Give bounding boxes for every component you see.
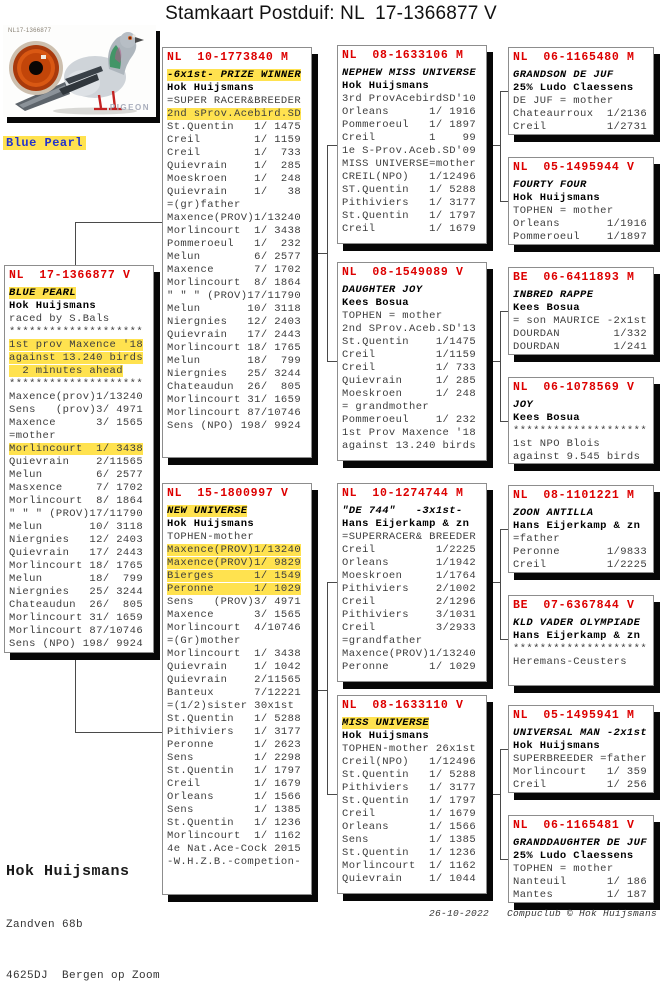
photo-ring-label: NL17-1366877 bbox=[8, 28, 52, 34]
pedigree-line: Morlincourt 8/ 1864 bbox=[9, 495, 144, 507]
pedigree-line: Creil 1/2225 bbox=[513, 559, 648, 571]
pedigree-line: DOURDAN 1/241 bbox=[513, 341, 648, 353]
pedigree-line: Maxence(PROV)1/13240 bbox=[342, 648, 477, 660]
pedigree-connector-line bbox=[500, 311, 508, 312]
pedigree-line: Quievrain 1/ 38 bbox=[167, 186, 302, 198]
pedigree-line: Maxence(PROV)1/13240 bbox=[167, 212, 302, 224]
pedigree-line: 2nd SProv.Aceb.SD'13 bbox=[342, 323, 477, 335]
pedigree-line: 4e Nat.Ace-Cock 2015 bbox=[167, 843, 302, 855]
pedigree-line: MISS UNIVERSE=mother bbox=[342, 158, 477, 170]
pedigree-line: Melun 10/ 3118 bbox=[9, 521, 144, 533]
pedigree-line: DE JUF = mother bbox=[513, 95, 614, 107]
pedigree-line: against 13.240 birds bbox=[9, 352, 144, 364]
pedigree-line: INBRED RAPPE bbox=[513, 289, 594, 301]
pedigree-connector-line bbox=[500, 529, 501, 640]
pedigree-line: = son MAURICE -2x1st bbox=[513, 315, 648, 327]
pedigree-box-g4_4 bbox=[508, 377, 654, 464]
bird-name-label: Blue Pearl bbox=[3, 136, 86, 150]
pedigree-connector-line bbox=[327, 582, 337, 583]
pedigree-line: Niergnies 12/ 2403 bbox=[167, 316, 302, 328]
pedigree-line: Hok Huijsmans bbox=[9, 300, 97, 312]
pedigree-line: GRANDDAUGHTER DE JUF bbox=[513, 837, 648, 849]
pedigree-line: Quievrain 2/11565 bbox=[9, 456, 144, 468]
pedigree-line: Nanteuil 1/ 186 bbox=[513, 876, 648, 888]
pedigree-line: Maxence(PROV)1/13240 bbox=[167, 544, 302, 556]
pedigree-line: =father bbox=[513, 533, 560, 545]
pedigree-line: =SUPER RACER&BREEDER bbox=[167, 95, 302, 107]
pedigree-line: Orleans 1/ 1566 bbox=[167, 791, 302, 803]
pedigree-line: =mother bbox=[9, 430, 56, 442]
pedigree-line: -W.H.Z.B.-competion- bbox=[167, 856, 302, 868]
pedigree-box-g4_5 bbox=[508, 485, 654, 573]
pedigree-line: Chateaudun 26/ 805 bbox=[9, 599, 144, 611]
pedigree-line: Niergnies 25/ 3244 bbox=[9, 586, 144, 598]
pedigree-line: TOPHEN = mother bbox=[342, 310, 443, 322]
pedigree-line: Creil 1/ 256 bbox=[513, 779, 648, 791]
pedigree-line: DAUGHTER JOY bbox=[342, 284, 423, 296]
pedigree-line: Hok Huijsmans bbox=[167, 518, 255, 530]
ring-number: NL 06-1078569 V bbox=[513, 381, 635, 394]
pedigree-connector-line bbox=[500, 749, 501, 860]
pedigree-line: Moeskroen 1/ 248 bbox=[167, 173, 302, 185]
eye-closeup bbox=[9, 41, 63, 95]
pedigree-line: Quievrain 2/11565 bbox=[167, 674, 302, 686]
pedigree-line: NEPHEW MISS UNIVERSE bbox=[342, 67, 477, 79]
owner-address-block bbox=[6, 826, 160, 1002]
pedigree-box-g4_1 bbox=[508, 47, 654, 135]
pedigree-line: 1st Prov Maxence '18 bbox=[342, 427, 477, 439]
pedigree-line: Pithiviers 1/ 3177 bbox=[342, 782, 477, 794]
pedigree-line: Maxence(PROV)1/ 9829 bbox=[167, 557, 302, 569]
pedigree-connector-line bbox=[487, 582, 500, 583]
pedigree-connector-line bbox=[75, 222, 76, 265]
pedigree-line: Peronne 1/ 1029 bbox=[167, 583, 302, 595]
pedigree-connector-line bbox=[327, 794, 337, 795]
pedigree-line: Pithiviers 3/1031 bbox=[342, 609, 477, 621]
pigeon-photo bbox=[3, 25, 156, 117]
pedigree-line: -6x1st- PRIZE WINNER bbox=[167, 69, 302, 81]
pedigree-line: Creil 1/2225 bbox=[342, 544, 477, 556]
ring-number: NL 05-1495941 M bbox=[513, 709, 635, 722]
ring-number: NL 08-1633110 V bbox=[342, 699, 464, 712]
pedigree-line: Chateaudun 26/ 805 bbox=[167, 381, 302, 393]
pedigree-line: Morlincourt 18/ 1765 bbox=[9, 560, 144, 572]
pedigree-line: Melun 18/ 799 bbox=[9, 573, 144, 585]
pedigree-line: Maxence(prov)1/13240 bbox=[9, 391, 144, 403]
pedigree-line: ******************** bbox=[513, 425, 648, 437]
pedigree-line: 1e S-Prov.Aceb.SD'09 bbox=[342, 145, 477, 157]
pedigree-connector-line bbox=[487, 361, 500, 362]
pedigree-line: Pithiviers 1/ 3177 bbox=[167, 726, 302, 738]
pedigree-line: St.Quentin 1/1475 bbox=[342, 336, 477, 348]
pedigree-line: Peronne 1/ 2623 bbox=[167, 739, 302, 751]
pedigree-box-g4_7 bbox=[508, 705, 654, 793]
pedigree-line: ******************** bbox=[513, 643, 648, 655]
pedigree-line: "DE 744" -3x1st- bbox=[342, 505, 463, 517]
pedigree-line: TOPHEN = mother bbox=[513, 863, 614, 875]
pedigree-line: Sens 1/ 1385 bbox=[342, 834, 477, 846]
pedigree-connector-line bbox=[500, 91, 508, 92]
pedigree-line: Melun 6/ 2577 bbox=[9, 469, 144, 481]
pedigree-line: Hans Eijerkamp & zn bbox=[513, 520, 641, 532]
pedigree-line: Pommeroeul 1/ 232 bbox=[167, 238, 302, 250]
pedigree-line: against 9.545 birds bbox=[513, 451, 641, 463]
pedigree-line: Creil 1/2731 bbox=[513, 121, 648, 133]
pedigree-line: Hok Huijsmans bbox=[167, 82, 255, 94]
pedigree-line: Morlincourt 31/ 1659 bbox=[9, 612, 144, 624]
pedigree-line: Morlincourt 31/ 1659 bbox=[167, 394, 302, 406]
pedigree-line: Creil 1/ 1159 bbox=[167, 134, 302, 146]
pedigree-line: St.Quentin 1/ 1797 bbox=[167, 765, 302, 777]
pedigree-line: Hok Huijsmans bbox=[513, 740, 601, 752]
pedigree-line: ZOON ANTILLA bbox=[513, 507, 594, 519]
pedigree-line: Creil 1/ 1679 bbox=[342, 223, 477, 235]
pedigree-connector-line bbox=[500, 529, 508, 530]
owner-city: 4625DJ Bergen op Zoom bbox=[6, 970, 161, 982]
pedigree-connector-line bbox=[327, 145, 337, 146]
pedigree-line: TOPHEN-mother 26x1st bbox=[342, 743, 477, 755]
ring-number: NL 15-1800997 V bbox=[167, 487, 289, 500]
pedigree-line: Quievrain 1/ 1044 bbox=[342, 873, 477, 885]
pedigree-box-father bbox=[162, 47, 312, 458]
pigeon-beak bbox=[135, 37, 144, 43]
pedigree-line: Melun 10/ 3118 bbox=[167, 303, 302, 315]
ring-number: BE 06-6411893 M bbox=[513, 271, 635, 284]
pedigree-line: Morlincourt 1/ 359 bbox=[513, 766, 648, 778]
pedigree-line: Maxence 7/ 1702 bbox=[167, 264, 302, 276]
ring-number: NL 08-1633106 M bbox=[342, 49, 464, 62]
pedigree-line: Creil 1/1159 bbox=[342, 349, 477, 361]
pedigree-line: Chateaurroux 1/2136 bbox=[513, 108, 648, 120]
pedigree-box-g3_3 bbox=[337, 483, 487, 682]
pedigree-line: 2nd sProv.Acebird.SD bbox=[167, 108, 302, 120]
pedigree-line: Quievrain 1/ 285 bbox=[167, 160, 302, 172]
pedigree-line: Quievrain 1/ 1042 bbox=[167, 661, 302, 673]
pedigree-line: Sens (NPO) 198/ 9924 bbox=[9, 638, 144, 650]
pedigree-line: CREIL(NPO) 1/12496 bbox=[342, 171, 477, 183]
ring-number: NL 06-1165481 V bbox=[513, 819, 635, 832]
pedigree-line: Morlincourt 1/ 3438 bbox=[9, 443, 144, 455]
pedigree-connector-line bbox=[75, 732, 162, 733]
pedigree-line: Creil 1/ 1679 bbox=[342, 808, 477, 820]
pedigree-line: Morlincourt 1/ 1162 bbox=[167, 830, 302, 842]
pedigree-line: NEW UNIVERSE bbox=[167, 505, 248, 517]
pedigree-line: Morlincourt 1/ 3438 bbox=[167, 648, 302, 660]
pedigree-line: Creil 1/ 1679 bbox=[167, 778, 302, 790]
pedigree-connector-line bbox=[500, 91, 501, 202]
footer-credit: 26-10-2022 Compuclub © Hok Huijsmans bbox=[428, 908, 657, 919]
pedigree-line: Creil 1 99 bbox=[342, 132, 477, 144]
pedigree-line: ******************** bbox=[9, 326, 144, 338]
pedigree-line: Pommeroeul 1/ 1897 bbox=[342, 119, 477, 131]
pedigree-line: TOPHEN-mother bbox=[167, 531, 255, 543]
pedigree-box-g3_4 bbox=[337, 695, 487, 894]
pedigree-line: St.Quentin 1/ 5288 bbox=[167, 713, 302, 725]
pedigree-line: St.Quentin 1/ 1475 bbox=[167, 121, 302, 133]
pedigree-line: Morlincourt 87/10746 bbox=[167, 407, 302, 419]
pedigree-line: Kees Bosua bbox=[513, 412, 581, 424]
pedigree-line: Morlincourt 8/ 1864 bbox=[167, 277, 302, 289]
pedigree-connector-line bbox=[327, 582, 328, 795]
pedigree-box-g3_1 bbox=[337, 45, 487, 244]
pedigree-line: =(Gr)mother bbox=[167, 635, 241, 647]
pedigree-line: St.Quentin 1/ 1236 bbox=[167, 817, 302, 829]
pedigree-connector-line bbox=[500, 639, 508, 640]
pedigree-line: Mantes 1/ 187 bbox=[513, 889, 648, 901]
pedigree-line: BLUE PEARL bbox=[9, 287, 77, 299]
pedigree-line: Banteux 7/12221 bbox=[167, 687, 302, 699]
pedigree-connector-line bbox=[75, 222, 162, 223]
pedigree-line: Peronne 1/9833 bbox=[513, 546, 648, 558]
pedigree-box-mother bbox=[162, 483, 312, 895]
pedigree-line: Moeskroen 1/1764 bbox=[342, 570, 477, 582]
pedigree-line: " " " (PROV)17/11790 bbox=[9, 508, 144, 520]
pedigree-line: Sens 1/ 2298 bbox=[167, 752, 302, 764]
pedigree-line: Creil(NPO) 1/12496 bbox=[342, 756, 477, 768]
pedigree-line: Bierges 1/ 1549 bbox=[167, 570, 302, 582]
pedigree-line: Niergnies 12/ 2403 bbox=[9, 534, 144, 546]
pedigree-line: St.Quentin 1/ 1797 bbox=[342, 795, 477, 807]
ring-number: NL 10-1274744 M bbox=[342, 487, 464, 500]
pedigree-line: Orleans 1/1942 bbox=[342, 557, 477, 569]
pedigree-line: 1st NPO Blois bbox=[513, 438, 601, 450]
pedigree-line: 2 minutes ahead bbox=[9, 365, 123, 377]
pedigree-connector-line bbox=[312, 253, 327, 254]
pedigree-line: Sens (PROV)3/ 4971 bbox=[167, 596, 302, 608]
pedigree-line: =grandfather bbox=[342, 635, 423, 647]
pedigree-line: Peronne 1/ 1029 bbox=[342, 661, 477, 673]
ring-number: BE 07-6367844 V bbox=[513, 599, 635, 612]
pedigree-line: Morlincourt 4/10746 bbox=[167, 622, 302, 634]
pedigree-line: = grandmother bbox=[342, 401, 430, 413]
pedigree-line: DOURDAN 1/332 bbox=[513, 328, 648, 340]
pedigree-line: Kees Bosua bbox=[513, 302, 581, 314]
pedigree-connector-line bbox=[312, 690, 327, 691]
pedigree-line: Melun 18/ 799 bbox=[167, 355, 302, 367]
pedigree-line: Hok Huijsmans bbox=[513, 192, 601, 204]
pedigree-connector-line bbox=[327, 361, 337, 362]
pedigree-connector-line bbox=[500, 201, 508, 202]
pedigree-line: =(gr)father bbox=[167, 199, 241, 211]
pedigree-line: Orleans 1/ 1916 bbox=[342, 106, 477, 118]
pedigree-line: Orleans 1/ 1566 bbox=[342, 821, 477, 833]
pedigree-line: Morlincourt 18/ 1765 bbox=[167, 342, 302, 354]
pedigree-line: Creil 1/ 733 bbox=[342, 362, 477, 374]
pedigree-line: TOPHEN = mother bbox=[513, 205, 614, 217]
pedigree-line: Orleans 1/1916 bbox=[513, 218, 648, 230]
photo-watermark: PIGEON bbox=[109, 103, 150, 112]
pedigree-line: Morlincourt 1/ 1162 bbox=[342, 860, 477, 872]
ring-number: NL 08-1101221 M bbox=[513, 489, 635, 502]
pedigree-line: ST.Quentin 1/ 5288 bbox=[342, 184, 477, 196]
pedigree-box-g4_3 bbox=[508, 267, 654, 355]
pedigree-line: Hok Huijsmans bbox=[342, 80, 430, 92]
pedigree-line: Heremans-Ceusters bbox=[513, 656, 627, 668]
pedigree-line: KLD VADER OLYMPIADE bbox=[513, 617, 641, 629]
pedigree-connector-line bbox=[487, 794, 500, 795]
pedigree-line: Sens 1/ 1385 bbox=[167, 804, 302, 816]
pedigree-connector-line bbox=[487, 145, 500, 146]
pedigree-line: Pithiviers 2/1002 bbox=[342, 583, 477, 595]
pedigree-line: =(1/2)sister 30x1st bbox=[167, 700, 295, 712]
pedigree-line: Pithiviers 1/ 3177 bbox=[342, 197, 477, 209]
pedigree-connector-line bbox=[500, 749, 508, 750]
pedigree-line: MISS UNIVERSE bbox=[342, 717, 430, 729]
pedigree-line: raced by S.Bals bbox=[9, 313, 110, 325]
pedigree-line: Creil 2/1296 bbox=[342, 596, 477, 608]
pedigree-line: Morlincourt 1/ 3438 bbox=[167, 225, 302, 237]
pedigree-line: Moeskroen 1/ 248 bbox=[342, 388, 477, 400]
pedigree-line: SUPERBREEDER =father bbox=[513, 753, 648, 765]
pedigree-line: St.Quentin 1/ 1797 bbox=[342, 210, 477, 222]
pedigree-line: Masxence 7/ 1702 bbox=[9, 482, 144, 494]
pedigree-line: Hans Eijerkamp & zn bbox=[513, 630, 641, 642]
ring-number: NL 17-1366877 V bbox=[9, 269, 131, 282]
pedigree-line: Pommeroeul 1/ 232 bbox=[342, 414, 477, 426]
pedigree-line: ******************** bbox=[9, 378, 144, 390]
pedigree-connector-line bbox=[500, 859, 508, 860]
pedigree-line: Hans Eijerkamp & zn bbox=[342, 518, 470, 530]
pedigree-line: Hok Huijsmans bbox=[342, 730, 430, 742]
pedigree-connector-line bbox=[327, 145, 328, 362]
pedigree-line: JOY bbox=[513, 399, 534, 411]
ring-number: NL 05-1495944 V bbox=[513, 161, 635, 174]
pedigree-connector-line bbox=[500, 421, 508, 422]
pedigree-connector-line bbox=[500, 311, 501, 422]
pedigree-line: 25% Ludo Claessens bbox=[513, 82, 634, 94]
pedigree-box-g4_8 bbox=[508, 815, 654, 903]
pedigree-line: 3rd ProvAcebirdSD'10 bbox=[342, 93, 477, 105]
pedigree-line: Pommeroeul 1/1897 bbox=[513, 231, 648, 243]
pedigree-box-g4_2 bbox=[508, 157, 654, 245]
owner-street: Zandven 68b bbox=[6, 919, 84, 931]
pedigree-line: 1st prov Maxence '18 bbox=[9, 339, 144, 351]
pedigree-line: against 13.240 birds bbox=[342, 440, 477, 452]
pedigree-line: Kees Bosua bbox=[342, 297, 410, 309]
pedigree-line: Quievrain 17/ 2443 bbox=[167, 329, 302, 341]
pedigree-line: GRANDSON DE JUF bbox=[513, 69, 614, 81]
pedigree-line: FOURTY FOUR bbox=[513, 179, 587, 191]
owner-name: Hok Huijsmans bbox=[6, 863, 130, 880]
pedigree-line: Quievrain 1/ 285 bbox=[342, 375, 477, 387]
pedigree-box-g3_2 bbox=[337, 262, 487, 461]
pedigree-line: St.Quentin 1/ 5288 bbox=[342, 769, 477, 781]
pedigree-line: Maxence 3/ 1565 bbox=[167, 609, 302, 621]
ring-number: NL 08-1549089 V bbox=[342, 266, 464, 279]
pedigree-line: " " " (PROV)17/11790 bbox=[167, 290, 302, 302]
pedigree-line: =SUPERRACER& BREEDER bbox=[342, 531, 477, 543]
ring-number: NL 06-1165480 M bbox=[513, 51, 635, 64]
pedigree-line: 25% Ludo Claessens bbox=[513, 850, 634, 862]
pedigree-box-g4_6 bbox=[508, 595, 654, 686]
pedigree-line: Niergnies 25/ 3244 bbox=[167, 368, 302, 380]
pedigree-line: Creil 1/ 733 bbox=[167, 147, 302, 159]
pedigree-line: Maxence 3/ 1565 bbox=[9, 417, 144, 429]
pedigree-line: Sens (NPO) 198/ 9924 bbox=[167, 420, 302, 432]
page-title: Stamkaart Postduif: NL 17-1366877 V bbox=[165, 3, 497, 24]
pedigree-line: St.Quentin 1/ 1236 bbox=[342, 847, 477, 859]
pedigree-line: Melun 6/ 2577 bbox=[167, 251, 302, 263]
pedigree-line: Sens (prov)3/ 4971 bbox=[9, 404, 144, 416]
pedigree-line: Creil 3/2933 bbox=[342, 622, 477, 634]
pedigree-box-subject bbox=[4, 265, 154, 653]
pedigree-line: Morlincourt 87/10746 bbox=[9, 625, 144, 637]
pedigree-connector-line bbox=[75, 653, 76, 732]
pedigree-line: Quievrain 17/ 2443 bbox=[9, 547, 144, 559]
pedigree-line: UNIVERSAL MAN -2x1st bbox=[513, 727, 648, 739]
ring-number: NL 10-1773840 M bbox=[167, 51, 289, 64]
